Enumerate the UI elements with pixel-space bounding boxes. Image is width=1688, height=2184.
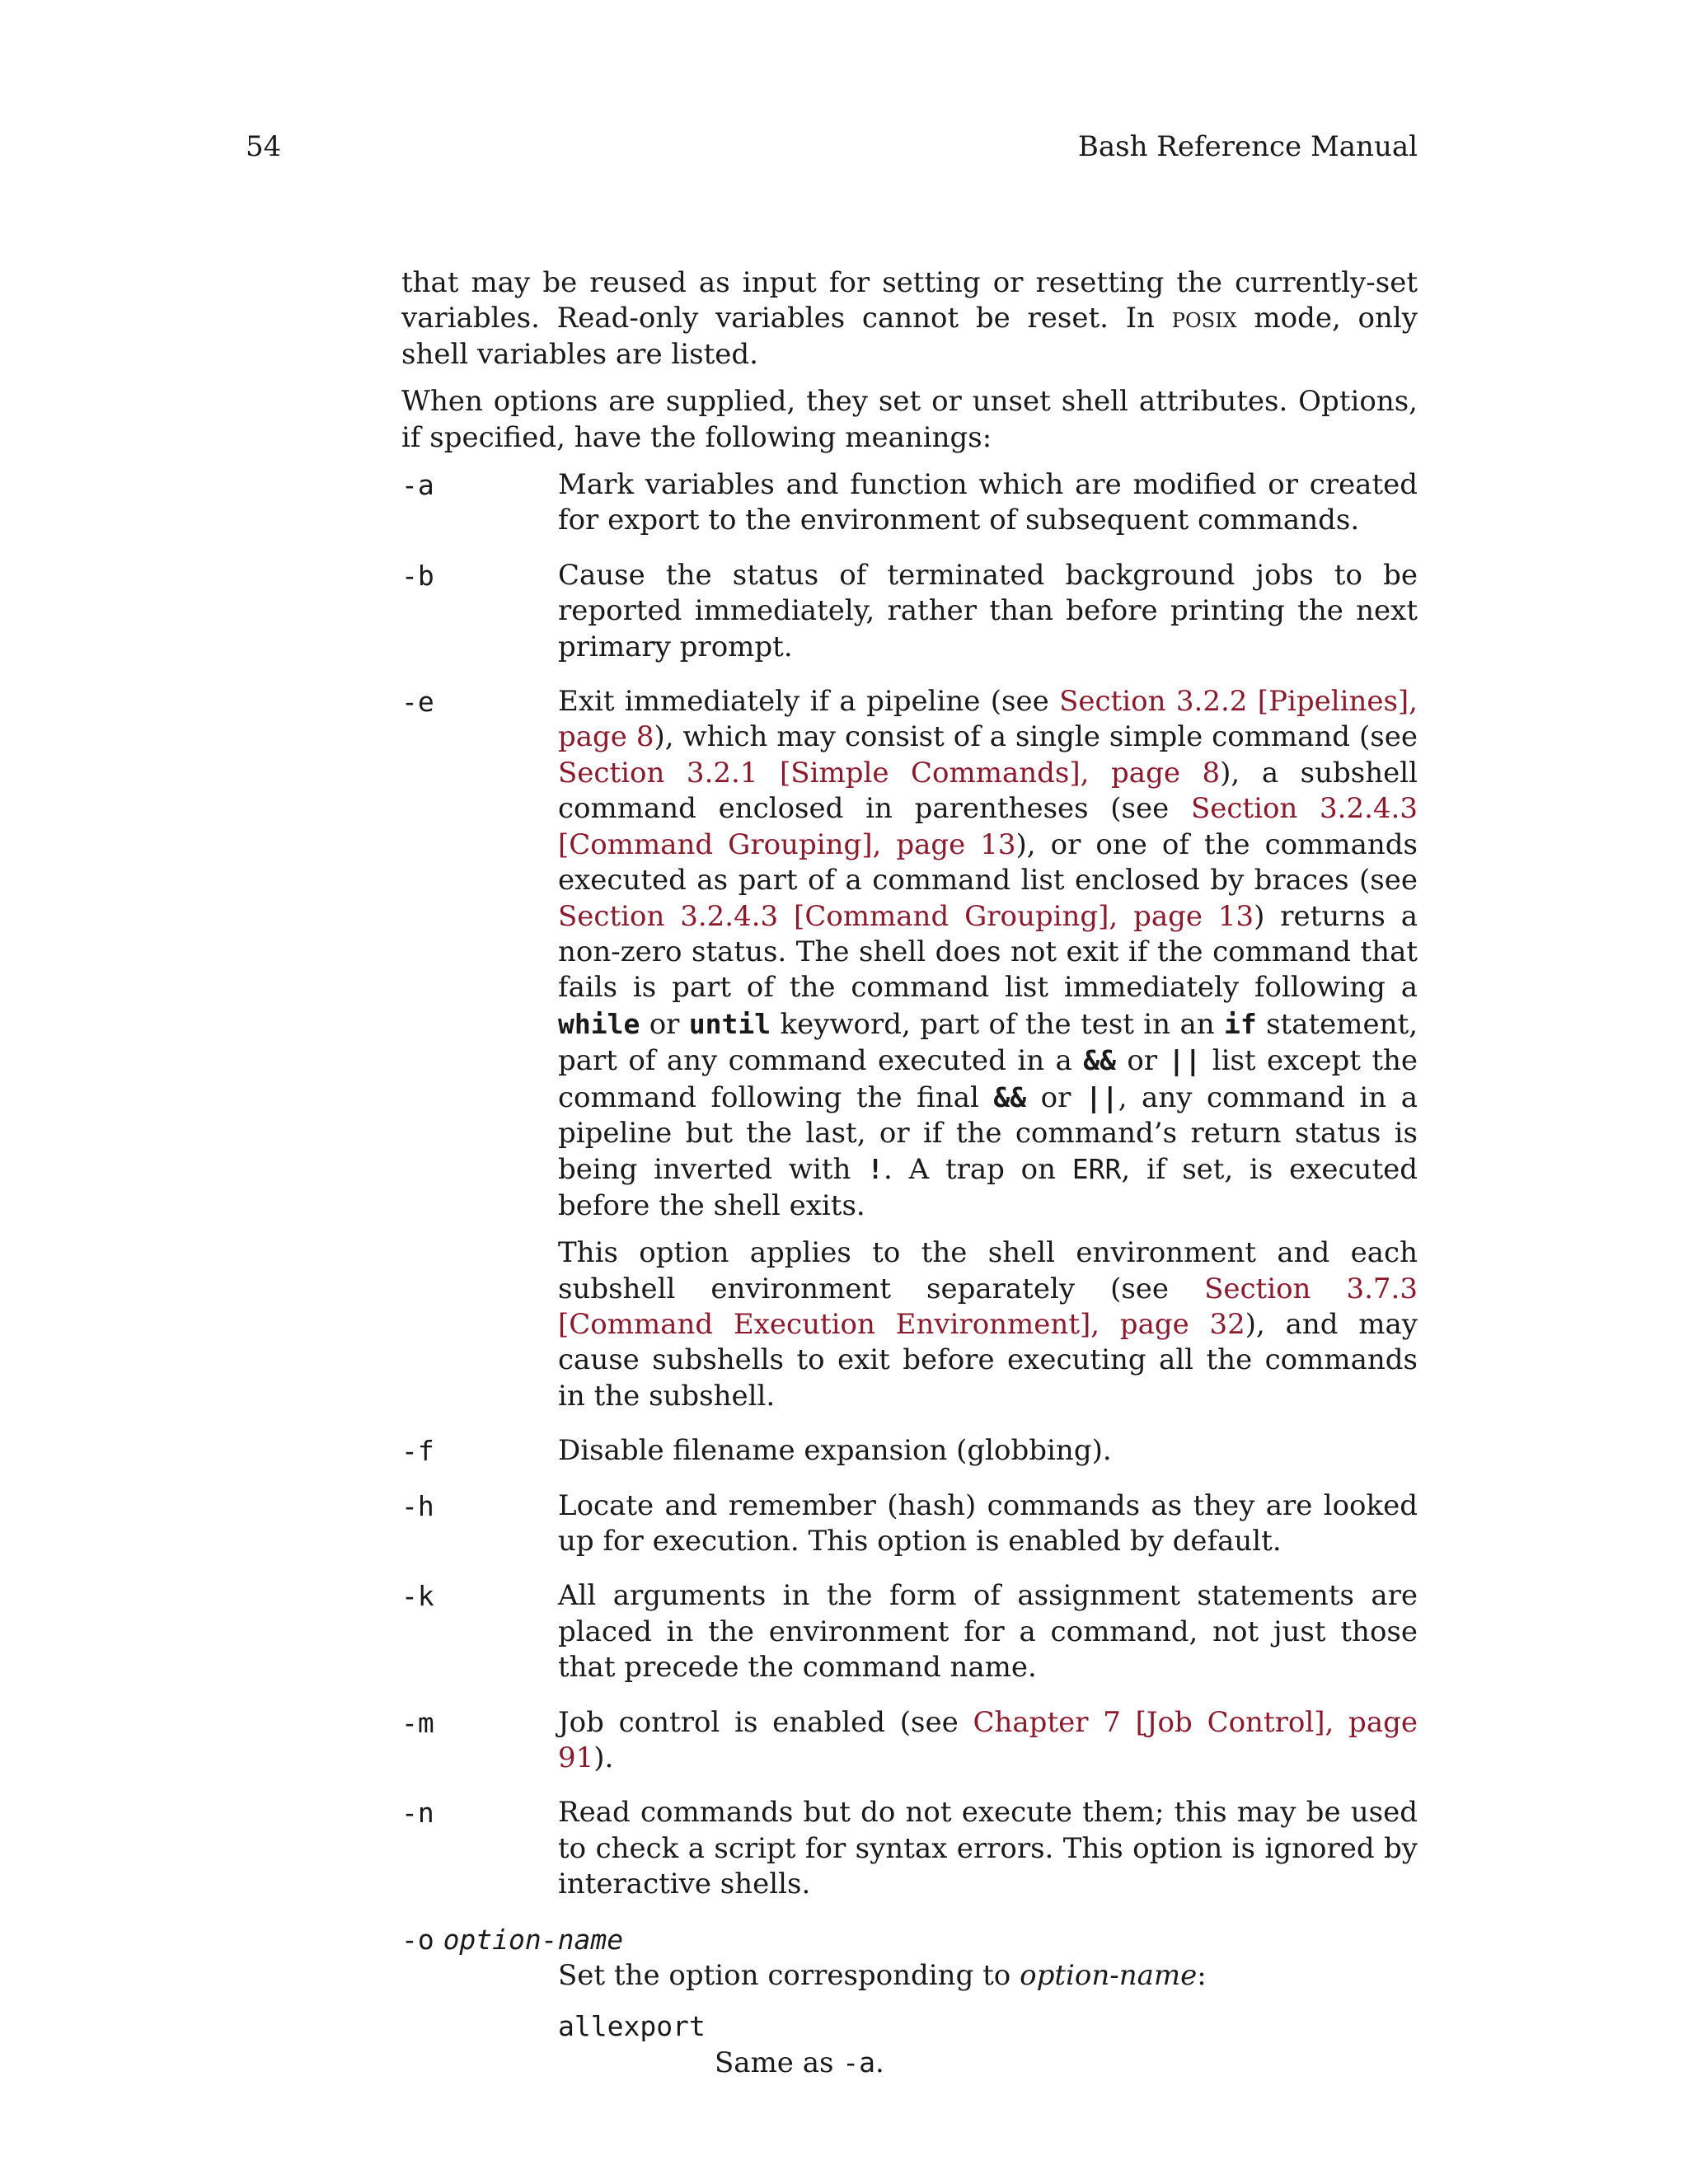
posix-term: posix — [1171, 302, 1237, 335]
option-description: Cause the status of terminated background jobs to be reported immediately, rather than before printing the next primary prompt. — [558, 558, 1418, 663]
link-pipelines[interactable]: Section 3.2.2 [Pipelines], page 8 — [558, 685, 1418, 754]
option-flag: -m — [401, 1706, 434, 1739]
option-description-2: This option applies to the shell environment and each subshell environment separately (see Section 3.7.3 [Command Execution Environment], page 32), and may cause subshells to exit before executing all the commands in the subshell. — [558, 1236, 1418, 1413]
option-description: Exit immediately if a pipeline (see Section 3.2.2 [Pipelines], page 8), which may consist of a single simple command (see Section 3.2.1 [Simple Commands], page 8), a subshell command enclosed in parentheses (see Section 3.2.4.3 [Command Grouping], page 13), or one of the commands executed as part of a command list enclosed by braces (see Section 3.2.4.3 [Command Grouping], page 13) returns a non-zero status. The shell does not exit if the command that fails is part of the command list immediately following a while or until keyword, part of the test in an if statement, part of any command executed in a && or || list except the command following the final && or ||, any command in a pipeline but the last, or if the command’s return status is being inverted with !. A trap on ERR, if set, is executed before the shell exits. — [558, 685, 1418, 1222]
option-n — [401, 1795, 1418, 1902]
option-description: Set the option corresponding to option-name: — [558, 1959, 1207, 1993]
code-and: && — [1083, 1044, 1116, 1077]
code-or: || — [1085, 1080, 1118, 1113]
option-m — [401, 1705, 1418, 1777]
option-flag: -a — [401, 469, 434, 502]
link-simple-commands[interactable]: Section 3.2.1 [Simple Commands], page 8 — [558, 756, 1221, 790]
option-f — [401, 1433, 1418, 1469]
option-a — [401, 467, 1418, 539]
running-title: Bash Reference Manual — [1077, 130, 1418, 163]
code-if: if — [1223, 1007, 1257, 1040]
option-description: Read commands but do not execute them; this may be used to check a script for syntax errors. This option is ignored by interactive shells. — [558, 1796, 1418, 1901]
option-o — [401, 1922, 1418, 2082]
option-k — [401, 1578, 1418, 1685]
link-command-grouping-2[interactable]: Section 3.2.4.3 [Command Grouping], page 13 — [558, 899, 1254, 933]
code-or: || — [1168, 1044, 1202, 1077]
code-bang: ! — [867, 1153, 884, 1186]
code-until: until — [688, 1007, 771, 1040]
code-and: && — [993, 1080, 1027, 1113]
option-flag: -o — [401, 1923, 434, 1956]
option-description: Job control is enabled (see Chapter 7 [Job Control], page 91). — [558, 1705, 1418, 1775]
option-flag: -e — [401, 686, 434, 719]
link-command-execution-environment[interactable]: Section 3.7.3 [Command Execution Environment], page 32 — [558, 1272, 1418, 1341]
option-flag: -h — [401, 1489, 434, 1522]
intro-paragraph: that may be reused as input for setting or resetting the currently-set variables. Read-only variables cannot be reset. In posix mode, only shell variables are listed. — [401, 266, 1418, 371]
page-number: 54 — [246, 130, 282, 163]
link-job-control[interactable]: Chapter 7 [Job Control], page 91 — [558, 1705, 1418, 1775]
suboption-allexport — [401, 2008, 1418, 2081]
option-h — [401, 1488, 1418, 1560]
option-e — [401, 684, 1418, 1414]
option-flag: -k — [401, 1580, 434, 1613]
code-while: while — [558, 1007, 640, 1040]
options-intro-paragraph: When options are supplied, they set or unset shell attributes. Options, if specified, have the following meanings: — [401, 385, 1418, 454]
link-command-grouping[interactable]: Section 3.2.4.3 [Command Grouping], page 13 — [558, 792, 1418, 861]
option-o-heading — [401, 1922, 1418, 1958]
code-err: ERR — [1071, 1153, 1122, 1186]
page-body — [401, 265, 1418, 2096]
option-flag: -b — [401, 559, 434, 592]
option-b — [401, 558, 1418, 665]
option-argument: option-name — [443, 1923, 624, 1956]
suboption-description: Same as -a. — [715, 2046, 884, 2079]
option-description: All arguments in the form of assignment statements are placed in the environment for a command, not just those that precede the command name. — [558, 1579, 1418, 1685]
option-description: Mark variables and function which are modified or created for export to the environment of subsequent commands. — [558, 468, 1418, 537]
suboption-name: allexport — [558, 2010, 706, 2043]
page-header — [246, 130, 1418, 170]
option-description: Locate and remember (hash) commands as they are looked up for execution. This option is enabled by default. — [558, 1488, 1418, 1558]
option-description: Disable filename expansion (globbing). — [558, 1434, 1112, 1468]
option-flag: -f — [401, 1435, 434, 1468]
option-flag: -n — [401, 1797, 434, 1830]
